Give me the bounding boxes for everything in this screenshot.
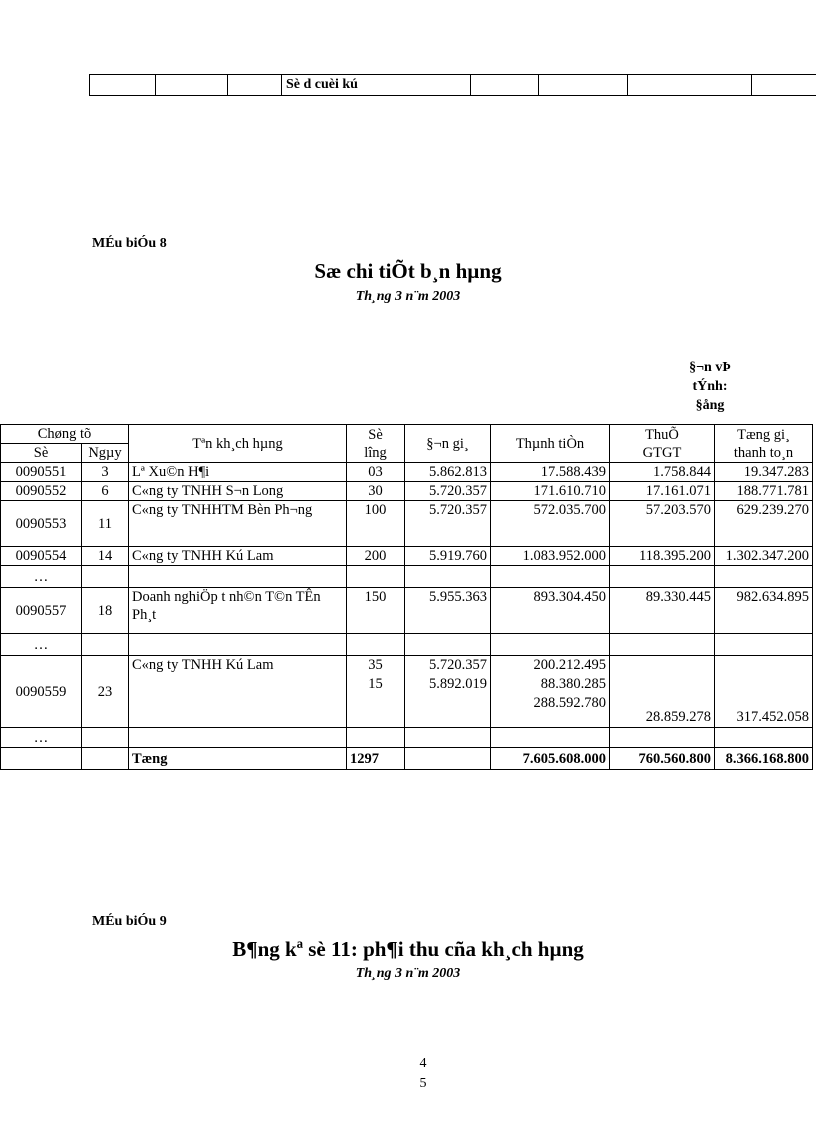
currency-unit-note (650, 358, 770, 415)
strip-cell (539, 75, 628, 96)
table-row-ellipsis (1, 634, 813, 656)
cell-amount: 17.588.439 (491, 463, 610, 482)
empty-cell (82, 728, 129, 748)
table-row-ellipsis (1, 728, 813, 748)
cell-customer: C«ng ty TNHH S¬n Long (129, 482, 347, 501)
empty-cell (715, 728, 813, 748)
empty-cell (347, 566, 405, 588)
cell-unit-price: 5.919.760 (405, 547, 491, 566)
table-row (1, 547, 813, 566)
closing-balance-strip (89, 74, 816, 96)
cell-number: 0090557 (1, 588, 82, 634)
cell-number: … (1, 566, 82, 588)
cell-quantity: 100 (347, 501, 405, 547)
empty-cell (610, 566, 715, 588)
cell-total (715, 656, 813, 728)
form-label-8: MÉu biÓu 8 (92, 236, 167, 251)
empty-cell (405, 748, 491, 770)
amount-line: 88.380.285 (540, 676, 606, 692)
unit-line: §¬n vÞ (689, 360, 731, 375)
total-vat: 760.560.800 (610, 748, 715, 770)
cell-amount (491, 656, 610, 728)
empty-cell (129, 566, 347, 588)
table-row (1, 463, 813, 482)
closing-balance-label: Sè d cuèi kú (282, 75, 471, 96)
cell-date: 23 (82, 656, 129, 728)
cell-customer: Doanh nghiÖp t nh©n T©n TÊn Ph¸t (129, 588, 347, 634)
cell-vat: 118.395.200 (610, 547, 715, 566)
empty-cell (129, 728, 347, 748)
cell-customer: C«ng ty TNHH Kú Lam (129, 547, 347, 566)
cell-unit-price: 5.720.357 (405, 501, 491, 547)
header-total-line2: thanh to¸n (733, 444, 794, 461)
sales-ledger-period: Th¸ng 3 n¨m 2003 (355, 289, 461, 304)
cell-total: 188.771.781 (715, 482, 813, 501)
total-row (1, 748, 813, 770)
empty-cell (715, 634, 813, 656)
receivables-title: B¶ng kª sè 11: ph¶i thu cña kh¸ch hµng (232, 937, 584, 961)
header-quantity-line2: lîng (364, 444, 387, 461)
cell-vat: 57.203.570 (610, 501, 715, 547)
empty-cell (129, 634, 347, 656)
cell-number: 0090559 (1, 656, 82, 728)
header-vat-line1: ThuÕ (645, 426, 679, 443)
vat-line: 28.859.278 (645, 709, 711, 725)
empty-cell (82, 634, 129, 656)
strip-cell (90, 75, 156, 96)
header-row-1 (1, 425, 813, 444)
cell-quantity: 30 (347, 482, 405, 501)
unit-price-line: 5.892.019 (429, 676, 487, 692)
page-number-line: 5 (419, 1076, 427, 1091)
cell-amount: 572.035.700 (491, 501, 610, 547)
unit-line: §ång (695, 398, 725, 413)
empty-cell (405, 634, 491, 656)
cell-customer: C«ng ty TNHHTM Bèn Ph¬ng (129, 501, 347, 547)
total-quantity: 1297 (347, 748, 405, 770)
cell-unit-price (405, 656, 491, 728)
header-number: Sè (1, 444, 82, 463)
cell-vat (610, 656, 715, 728)
empty-cell (347, 634, 405, 656)
cell-date: 18 (82, 588, 129, 634)
header-quantity-line1: Sè (368, 426, 383, 443)
closing-balance-row (90, 75, 816, 96)
table-row (1, 482, 813, 501)
quantity-line: 15 (368, 676, 383, 692)
header-customer: Tªn kh¸ch hµng (129, 425, 347, 463)
cell-total: 629.239.270 (715, 501, 813, 547)
cell-amount: 1.083.952.000 (491, 547, 610, 566)
table-row (1, 656, 813, 728)
empty-cell (491, 566, 610, 588)
cell-unit-price: 5.955.363 (405, 588, 491, 634)
empty-cell (82, 566, 129, 588)
cell-number: 0090552 (1, 482, 82, 501)
empty-cell (405, 566, 491, 588)
header-vat-line2: GTGT (642, 444, 682, 461)
empty-cell (610, 728, 715, 748)
page-number (0, 1054, 816, 1094)
header-total (715, 425, 813, 463)
unit-line: tÝnh: (692, 379, 728, 394)
table-row-ellipsis (1, 566, 813, 588)
cell-quantity: 03 (347, 463, 405, 482)
header-vat (610, 425, 715, 463)
header-unit-price: §¬n gi¸ (405, 425, 491, 463)
strip-cell (471, 75, 539, 96)
strip-cell (156, 75, 228, 96)
cell-quantity: 200 (347, 547, 405, 566)
cell-number: … (1, 634, 82, 656)
empty-cell (491, 634, 610, 656)
cell-number: 0090554 (1, 547, 82, 566)
empty-cell (347, 728, 405, 748)
amount-line: 288.592.780 (533, 695, 606, 711)
cell-date: 14 (82, 547, 129, 566)
cell-date: 11 (82, 501, 129, 547)
cell-amount: 893.304.450 (491, 588, 610, 634)
table-row (1, 588, 813, 634)
sales-ledger-title: Sæ chi tiÕt b¸n hµng (314, 259, 502, 283)
unit-price-line: 5.720.357 (429, 657, 487, 673)
cell-vat: 1.758.844 (610, 463, 715, 482)
sales-ledger-table (0, 424, 813, 770)
header-amount: Thµnh tiÒn (491, 425, 610, 463)
strip-cell (628, 75, 752, 96)
empty-cell (1, 748, 82, 770)
cell-total: 19.347.283 (715, 463, 813, 482)
cell-vat: 89.330.445 (610, 588, 715, 634)
cell-customer: Lª Xu©n H¶i (129, 463, 347, 482)
empty-cell (405, 728, 491, 748)
header-date: Ngµy (82, 444, 129, 463)
quantity-line: 35 (368, 657, 383, 673)
cell-quantity (347, 656, 405, 728)
form-label-9: MÉu biÓu 9 (92, 914, 167, 929)
cell-number: 0090553 (1, 501, 82, 547)
table-row (1, 501, 813, 547)
page-number-line: 4 (419, 1056, 427, 1071)
amount-line: 200.212.495 (533, 657, 606, 673)
total-amount: 7.605.608.000 (491, 748, 610, 770)
total-grand: 8.366.168.800 (715, 748, 813, 770)
cell-number: … (1, 728, 82, 748)
empty-cell (82, 748, 129, 770)
cell-vat: 17.161.071 (610, 482, 715, 501)
header-total-line1: Tæng gi¸ (737, 426, 790, 443)
strip-cell (752, 75, 816, 96)
cell-amount: 171.610.710 (491, 482, 610, 501)
header-voucher: Chøng tõ (1, 425, 129, 444)
cell-total: 1.302.347.200 (715, 547, 813, 566)
cell-date: 3 (82, 463, 129, 482)
cell-quantity: 150 (347, 588, 405, 634)
header-quantity (347, 425, 405, 463)
receivables-period: Th¸ng 3 n¨m 2003 (355, 966, 461, 981)
cell-total: 982.634.895 (715, 588, 813, 634)
empty-cell (610, 634, 715, 656)
strip-cell (228, 75, 282, 96)
cell-unit-price: 5.720.357 (405, 482, 491, 501)
cell-date: 6 (82, 482, 129, 501)
cell-number: 0090551 (1, 463, 82, 482)
cell-unit-price: 5.862.813 (405, 463, 491, 482)
total-line: 317.452.058 (736, 709, 809, 725)
empty-cell (491, 728, 610, 748)
cell-customer: C«ng ty TNHH Kú Lam (129, 656, 347, 728)
total-label: Tæng (129, 748, 347, 770)
empty-cell (715, 566, 813, 588)
